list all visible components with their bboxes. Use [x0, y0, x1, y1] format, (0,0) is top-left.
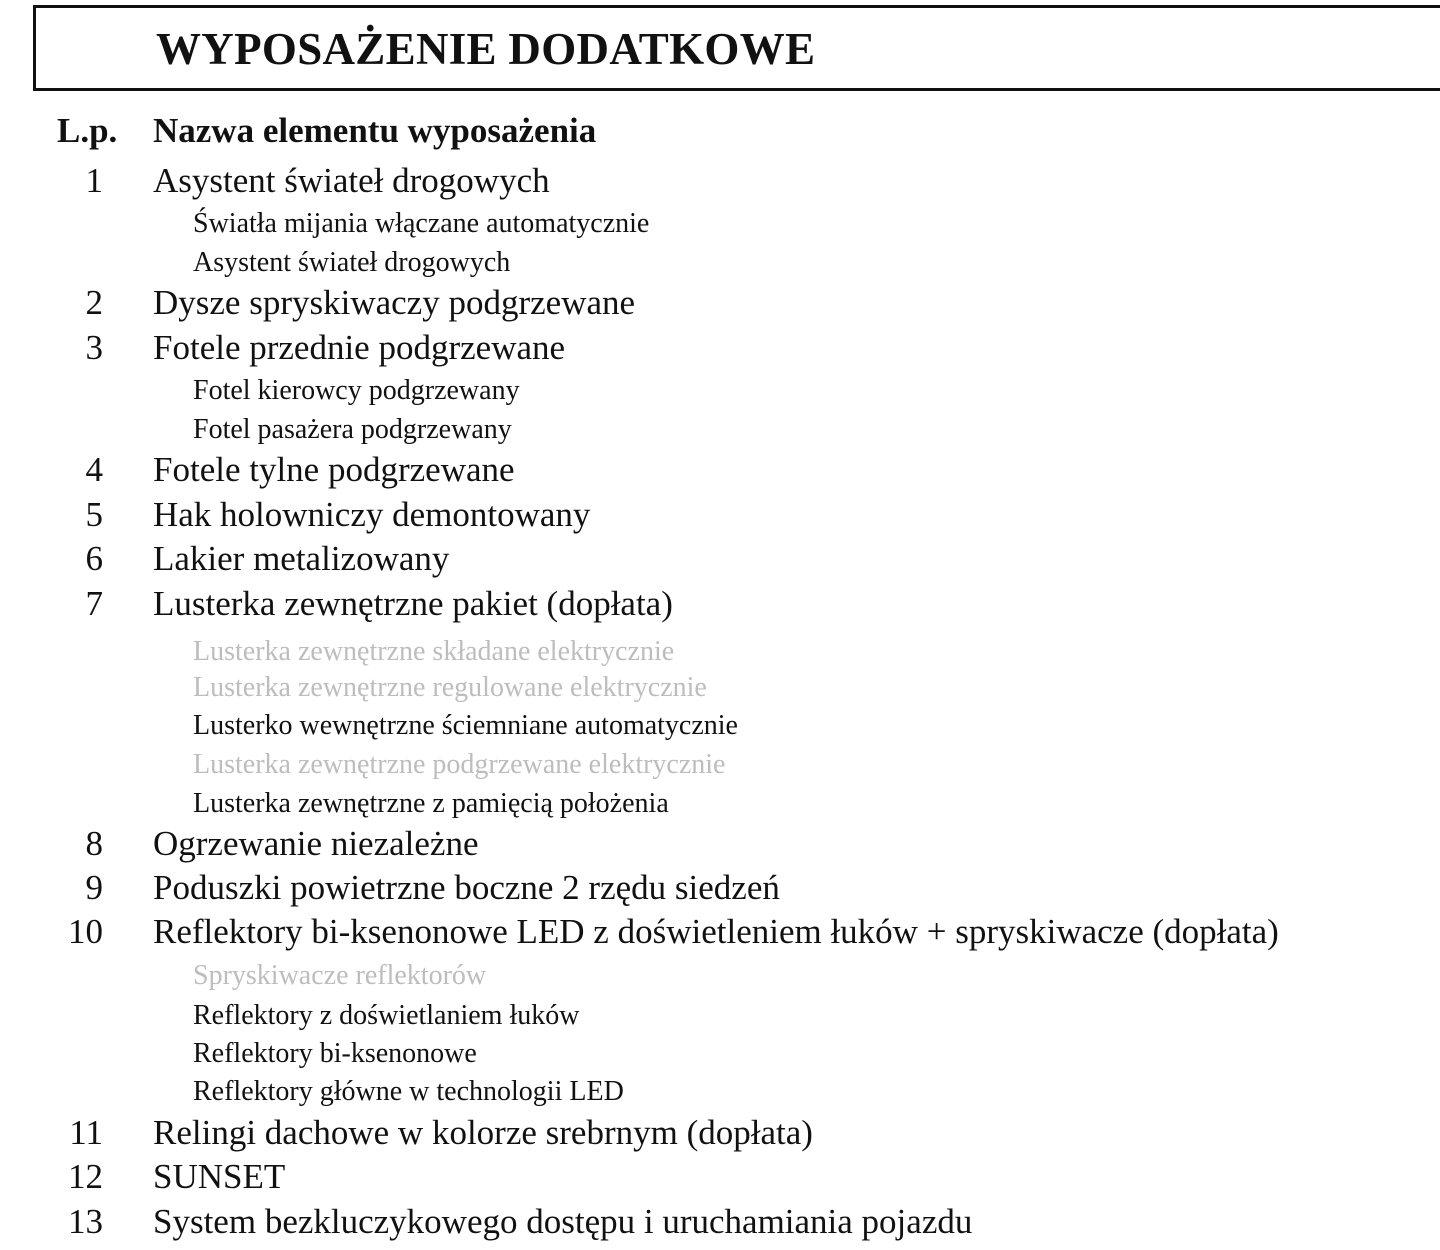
page-title: WYPOSAŻENIE DODATKOWE: [156, 24, 816, 74]
equipment-item: [0, 159, 1440, 203]
item-name: Ogrzewanie niezależne: [153, 824, 479, 863]
column-header-number: L.p.: [57, 111, 118, 150]
sub-item-name: Reflektory główne w technologii LED: [193, 1076, 624, 1107]
item-number: 3: [85, 328, 103, 367]
equipment-item: [0, 326, 1440, 370]
sub-item-name: Fotel pasażera podgrzewany: [193, 414, 512, 445]
sub-item-name: Asystent świateł drogowych: [193, 247, 511, 278]
sub-item-name: Lusterka zewnętrzne podgrzewane elektrycznie: [193, 749, 726, 780]
sub-item: [0, 373, 1440, 409]
sub-item-name: Lusterko wewnętrzne ściemniane automatycznie: [193, 710, 738, 741]
equipment-item: [0, 448, 1440, 492]
sub-item-dimmed: [0, 747, 1440, 783]
item-number: 4: [85, 450, 103, 489]
item-name: Reflektory bi-ksenonowe LED z doświetleniem łuków + spryskiwacze (dopłata): [153, 912, 1279, 951]
sub-item-name: Lusterka zewnętrzne z pamięcią położenia: [193, 788, 669, 819]
sub-item: [0, 1036, 1440, 1072]
sub-item-name: Reflektory z doświetlaniem łuków: [193, 1000, 580, 1031]
sub-item-name: Reflektory bi-ksenonowe: [193, 1038, 477, 1069]
item-number: 1: [85, 161, 103, 200]
sub-item: [0, 412, 1440, 448]
equipment-item: [0, 866, 1440, 910]
item-name: Hak holowniczy demontowany: [153, 495, 591, 534]
column-header-name: Nazwa elementu wyposażenia: [153, 111, 597, 150]
item-number: 6: [85, 539, 103, 578]
sub-item: [0, 206, 1440, 242]
equipment-item: [0, 1111, 1440, 1155]
item-number: 13: [68, 1202, 103, 1241]
sub-item: [0, 1074, 1440, 1110]
item-number: 10: [68, 912, 103, 951]
equipment-item: [0, 822, 1440, 866]
item-name: Poduszki powietrzne boczne 2 rzędu siedzeń: [153, 868, 780, 907]
sub-item-name: Fotel kierowcy podgrzewany: [193, 375, 520, 406]
sub-item-name: Lusterka zewnętrzne składane elektrycznie: [193, 636, 675, 667]
sub-item-dimmed: [0, 634, 1440, 670]
item-name: System bezkluczykowego dostępu i uruchamiania pojazdu: [153, 1202, 973, 1241]
item-name: Fotele przednie podgrzewane: [153, 328, 566, 367]
item-number: 11: [69, 1113, 103, 1152]
title-box: [33, 5, 1440, 91]
sub-item: [0, 998, 1440, 1034]
column-header-row: [0, 109, 1440, 153]
equipment-item: [0, 1200, 1440, 1244]
sub-item-dimmed: [0, 958, 1440, 994]
item-number: 9: [85, 868, 103, 907]
item-name: Lusterka zewnętrzne pakiet (dopłata): [153, 584, 673, 623]
equipment-item: [0, 493, 1440, 537]
item-number: 7: [85, 584, 103, 623]
sub-item: [0, 245, 1440, 281]
item-number: 12: [68, 1157, 103, 1196]
sub-item-dimmed: [0, 670, 1440, 706]
sub-item: [0, 708, 1440, 744]
item-name: Fotele tylne podgrzewane: [153, 450, 515, 489]
item-number: 5: [85, 495, 103, 534]
equipment-item: [0, 582, 1440, 626]
item-name: Asystent świateł drogowych: [153, 161, 550, 200]
equipment-item: [0, 910, 1440, 954]
sub-item-name: Spryskiwacze reflektorów: [193, 960, 487, 991]
item-name: SUNSET: [153, 1157, 286, 1196]
equipment-item: [0, 281, 1440, 325]
item-name: Relingi dachowe w kolorze srebrnym (dopłata): [153, 1113, 813, 1152]
sub-item-name: Światła mijania włączane automatycznie: [193, 208, 650, 239]
equipment-item: [0, 1155, 1440, 1199]
item-number: 2: [85, 283, 103, 322]
equipment-item: [0, 537, 1440, 581]
item-name: Lakier metalizowany: [153, 539, 450, 578]
sub-item-name: Lusterka zewnętrzne regulowane elektrycznie: [193, 672, 707, 703]
item-name: Dysze spryskiwaczy podgrzewane: [153, 283, 636, 322]
item-number: 8: [85, 824, 103, 863]
sub-item: [0, 786, 1440, 822]
